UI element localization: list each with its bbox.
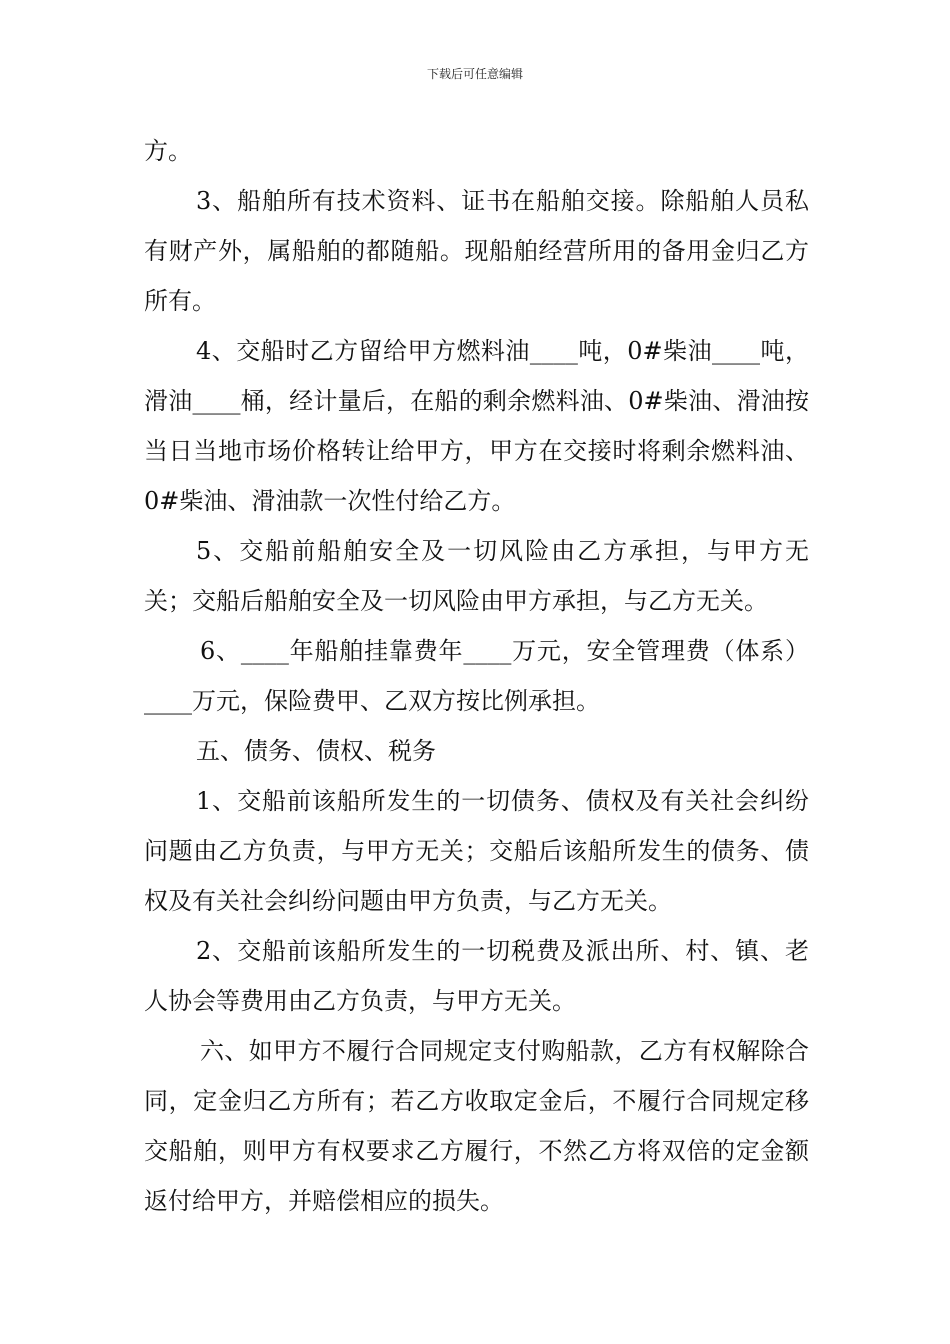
document-body — [144, 126, 809, 1226]
paragraph-item-4: 4、交船时乙方留给甲方燃料油____吨，0#柴油____吨，滑油____桶，经计量后，在船的剩余燃料油、0#柴油、滑油按当日当地市场价格转让给甲方，甲方在交接时将剩余燃料油、0#柴油、滑油款一次性付给乙方。 — [144, 337, 809, 515]
section-heading-five: 五、债务、债权、税务 — [196, 737, 436, 765]
paragraph-debt-2: 2、交船前该船所发生的一切税费及派出所、村、镇、老人协会等费用由乙方负责，与甲方无关。 — [144, 937, 809, 1015]
paragraph-debt-1: 1、交船前该船所发生的一切债务、债权及有关社会纠纷问题由乙方负责，与甲方无关；交船后该船所发生的债务、债权及有关社会纠纷问题由甲方负责，与乙方无关。 — [144, 787, 809, 915]
page-header: 下载后可任意编辑 — [426, 67, 523, 81]
paragraph-continuation: 方。 — [144, 137, 192, 165]
section-six-paragraph: 六、如甲方不履行合同规定支付购船款，乙方有权解除合同，定金归乙方所有；若乙方收取定金后，不履行合同规定移交船舶，则甲方有权要求乙方履行，不然乙方将双倍的定金额返付给甲方，并赔偿相应的损失。 — [144, 1037, 809, 1215]
paragraph-item-3: 3、船舶所有技术资料、证书在船舶交接。除船舶人员私有财产外，属船舶的都随船。现船舶经营所用的备用金归乙方所有。 — [144, 187, 809, 315]
paragraph-item-5: 5、交船前船舶安全及一切风险由乙方承担，与甲方无关；交船后船舶安全及一切风险由甲方承担，与乙方无关。 — [144, 537, 809, 615]
paragraph-item-6: 6、____年船舶挂靠费年____万元，安全管理费（体系）____万元，保险费甲、乙双方按比例承担。 — [144, 637, 809, 715]
